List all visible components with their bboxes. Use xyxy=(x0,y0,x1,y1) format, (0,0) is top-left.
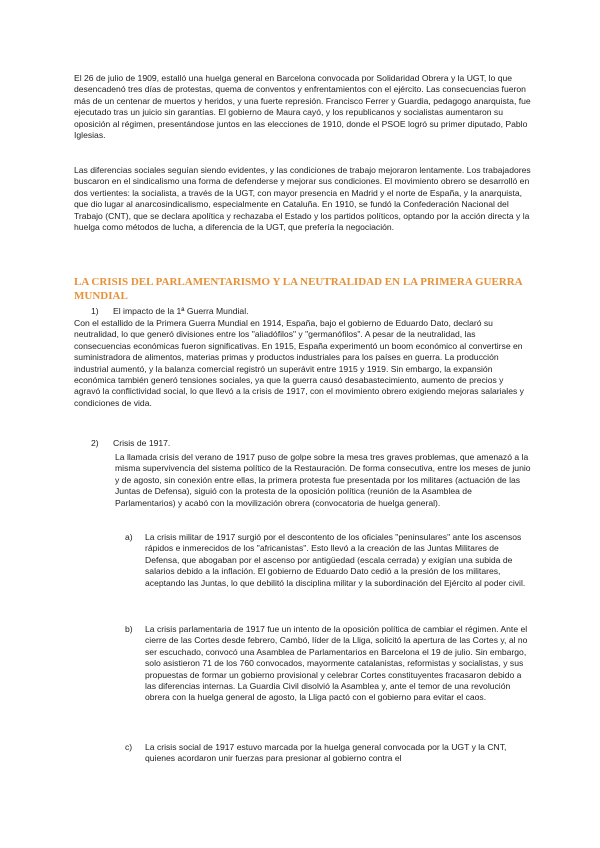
paragraph-huelga-1909: El 26 de julio de 1909, estalló una huelga general en Barcelona convocada por Solidaridad Obrera y la UGT, lo que desencadenó tres días de protestas, quema de conventos y enfrentamientos con el ejército. Las consecuencias fueron más de un centenar de muertos y heridos, y una fuerte represión. Francisco Ferrer y Guardia, pedagogo anarquista, fue ejecutado tras un juicio sin garantías. El gobierno de Maura cayó, y los republicanos y socialistas aumentaron su oposición al régimen, presentándose juntos en las elecciones de 1910, donde el PSOE logró su primer diputado, Pablo Iglesias. xyxy=(74,73,531,141)
sub-item-letter: a) xyxy=(125,532,133,542)
sub-item-text: La crisis militar de 1917 surgió por el descontento de los oficiales "peninsulares" ante los ascensos rápidos e inmerecidos de los "africanistas". Esto llevó a la creación de las Juntas Militares de Defensa, que abogaban por el ascenso por antigüedad (escala cerrada) y exigían una subida de salarios debido a la inflación. El gobierno de Eduardo Dato cedió a la presión de los militares, aceptando las Juntas, lo que debilitó la disciplina militar y la subordinación del Ejército al poder civil. xyxy=(145,532,526,588)
item-title: Crisis de 1917. xyxy=(113,438,171,448)
numbered-item-2 xyxy=(91,438,531,449)
sub-item-text: La crisis social de 1917 estuvo marcada por la huelga general convocada por la UGT y la CNT, quienes acordaron unir fuerzas para presionar al gobierno contra el xyxy=(145,742,507,764)
paragraph-sindicalismo: Las diferencias sociales seguían siendo evidentes, y las condiciones de trabajo mejoraron lentamente. Los trabajadores buscaron en el sindicalismo una forma de defenderse y mejorar sus condiciones. El movimiento obrero se desarrolló en dos vertientes: la socialista, a través de la UGT, con mayor presencia en Madrid y el norte de España, y la anarquista, que dio lugar al anarcosindicalismo, especialmente en Cataluña. En 1910, se fundó la Confederación Nacional del Trabajo (CNT), que se declara apolítica y rechazaba el Estado y los partidos políticos, optando por la acción directa y la huelga como métodos de lucha, a diferencia de la UGT, que prefería la negociación. xyxy=(74,165,531,233)
section-heading: LA CRISIS DEL PARLAMENTARISMO Y LA NEUTRALIDAD EN LA PRIMERA GUERRA MUNDIAL xyxy=(74,276,523,302)
numbered-item-1 xyxy=(91,306,531,317)
sub-item-letter: b) xyxy=(125,624,133,634)
item-number: 2) xyxy=(91,438,99,448)
item-number: 1) xyxy=(91,306,99,316)
paragraph-crisis-verano: La llamada crisis del verano de 1917 puso de golpe sobre la mesa tres graves problemas, que amenazó a la misma supervivencia del sistema político de la Restauración. De forma consecutiva, entre los meses de junio y de agosto, sin conexión entre ellas, la primera protesta fue presentada por los militares (actuación de las Juntas de Defensa), siguió con la protesta de la oposición política (reunión de la Asamblea de Parlamentarios) y acabó con la movilización obrera (convocatoria de huelga general). xyxy=(115,452,531,508)
sub-item-text: La crisis parlamentaria de 1917 fue un intento de la oposición política de cambiar el régimen. Ante el cierre de las Cortes desde febrero, Cambó, líder de la Lliga, solicitó la apertura de las Cortes y, al no ser escuchado, convocó una Asamblea de Parlamentarios en Barcelona el 19 de julio. Sin embargo, solo asistieron 71 de los 760 convocados, mayormente catalanistas, reformistas y socialistas, y sus propuestas de formar un gobierno provisional y celebrar Cortes constituyentes fracasaron debido a las diferencias internas. La Guardia Civil disolvió la Asamblea y, ante el temor de una revolución obrera con la huelga general de agosto, la Lliga pactó con el gobierno para evitar el caos. xyxy=(145,624,528,703)
sub-item-letter: c) xyxy=(125,742,133,752)
paragraph-primera-guerra: Con el estallido de la Primera Guerra Mundial en 1914, España, bajo el gobierno de Eduardo Dato, declaró su neutralidad, lo que generó divisiones entre los "aliadófilos" y "germanófilos". A pesar de la neutralidad, las consecuencias económicas fueron significativas. En 1915, España experimentó un boom económico al convertirse en suministradora de alimentos, materias primas y productos industriales para los países en guerra. La producción industrial aumentó, y la balanza comercial registró un superávit entre 1915 y 1919. Sin embargo, la expansión económica también generó tensiones sociales, ya que la guerra causó desabastecimiento, aumento de precios y agravó la conflictividad social, lo que llevó a la crisis de 1917, con el movimiento obrero exigiendo mejoras salariales y condiciones de vida. xyxy=(74,318,524,408)
item-title: El impacto de la 1ª Guerra Mundial. xyxy=(113,306,249,316)
